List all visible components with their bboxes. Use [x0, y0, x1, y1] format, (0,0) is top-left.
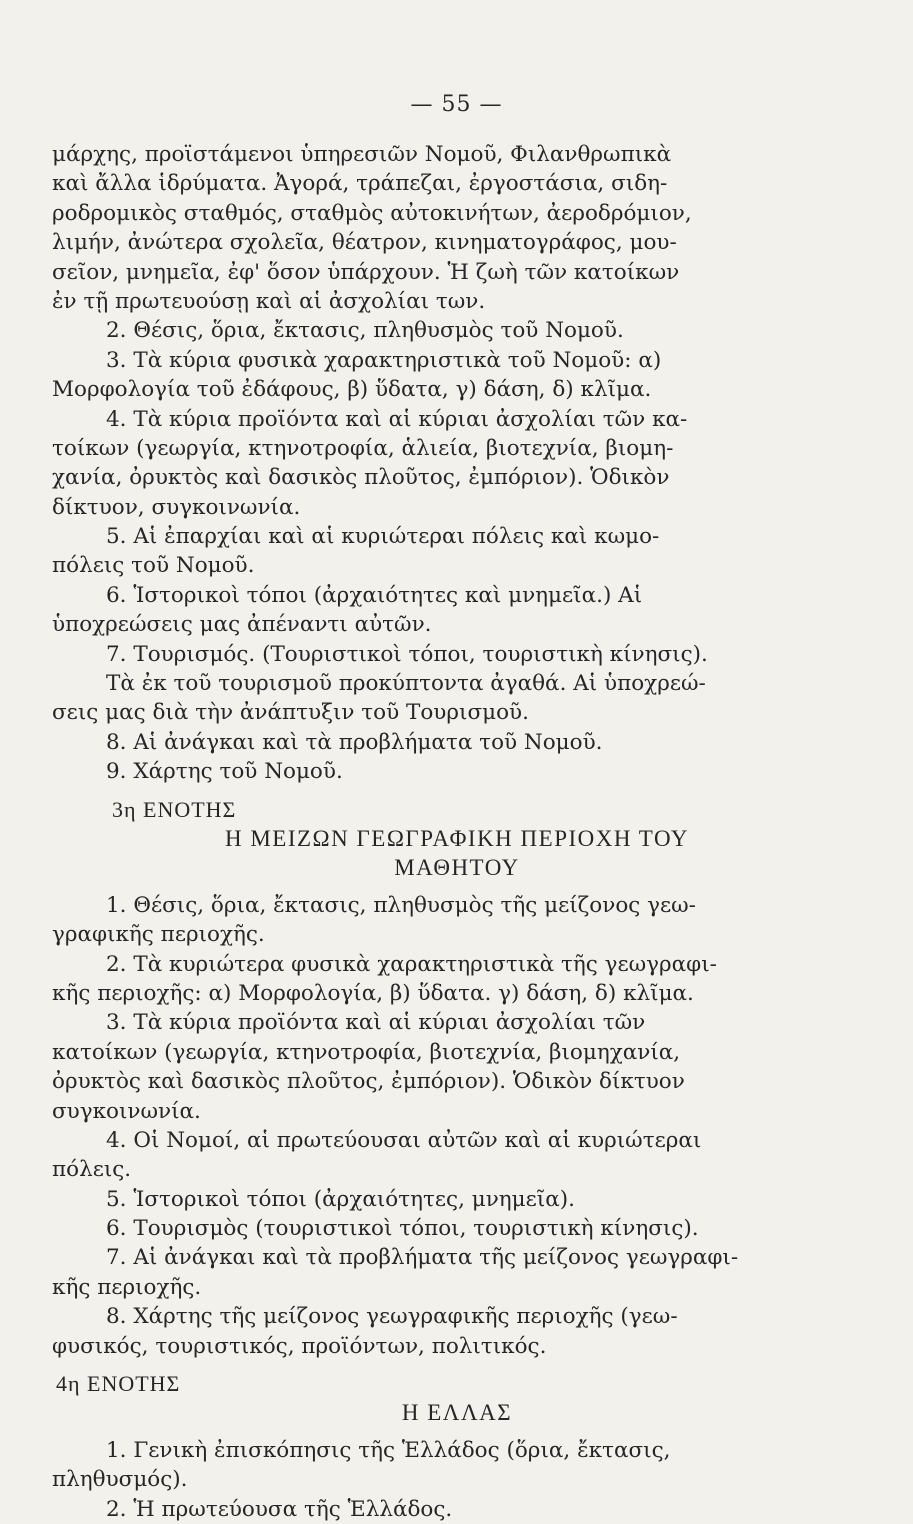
list-item: 2. Θέσις, ὅρια, ἔκτασις, πληθυσμὸς τοῦ Νομοῦ. — [106, 318, 624, 344]
text-line: Μορφολογία τοῦ ἐδάφους, β) ὕδατα, γ) δάση, δ) κλῖμα. — [52, 377, 652, 403]
text-line: πληθυσμός). — [52, 1467, 188, 1493]
text-line: ὑποχρεώσεις μας ἀπέναντι αὐτῶν. — [52, 612, 432, 638]
list-item: 2. Τὰ κυριώτερα φυσικὰ χαρακτηριστικὰ τῆς γεωγραφι- — [106, 951, 717, 977]
text-line: μάρχης, προϊστάμενοι ὑπηρεσιῶν Νομοῦ, Φιλανθρωπικὰ — [52, 142, 672, 167]
list-item: 9. Χάρτης τοῦ Νομοῦ. — [106, 759, 343, 785]
list-item: 1. Θέσις, ὅρια, ἔκτασις, πληθυσμὸς τῆς μείζονος γεω- — [106, 892, 696, 918]
list-item: 5. Ἱστορικοὶ τόποι (ἀρχαιότητες, μνημεῖα). — [106, 1186, 575, 1212]
text-line: Τὰ ἐκ τοῦ τουρισμοῦ προκύπτοντα ἀγαθά. Αἱ ὑποχρεώ- — [106, 671, 706, 697]
text-line: ἐν τῇ πρωτευούσῃ καὶ αἱ ἀσχολίαι των. — [52, 288, 486, 314]
unit-4-title: Η ΕΛΛΑΣ — [401, 1400, 513, 1426]
text-line: τοίκων (γεωργία, κτηνοτροφία, ἁλιεία, βιοτεχνία, βιομη- — [52, 435, 674, 461]
list-item: 4. Οἱ Νομοί, αἱ πρωτεύουσαι αὐτῶν καὶ αἱ κυριώτεραι — [106, 1127, 702, 1153]
list-item: 5. Αἱ ἐπαρχίαι καὶ αἱ κυριώτεραι πόλεις καὶ κωμο- — [106, 524, 660, 550]
text-line: χανία, ὀρυκτὸς καὶ δασικὸς πλοῦτος, ἐμπόριον). Ὁδικὸν — [52, 465, 670, 491]
list-item: 7. Αἱ ἀνάγκαι καὶ τὰ προβλήματα τῆς μείζονος γεωγραφι- — [106, 1245, 739, 1271]
body-text — [52, 140, 862, 1524]
text-line: κατοίκων (γεωργία, κτηνοτροφία, βιοτεχνία, βιομηχανία, — [52, 1039, 681, 1065]
list-item: 2. Ἡ πρωτεύουσα τῆς Ἑλλάδος. — [106, 1496, 453, 1522]
unit-3-title: Η ΜΕΙΖΩΝ ΓΕΩΓΡΑΦΙΚΗ ΠΕΡΙΟΧΗ ΤΟΥ — [224, 825, 690, 851]
text-line: φυσικός, τουριστικός, προϊόντων, πολιτικός. — [52, 1333, 547, 1359]
text-line: κῆς περιοχῆς. — [52, 1274, 202, 1300]
list-item: 6. Ἱστορικοὶ τόποι (ἀρχαιότητες καὶ μνημεῖα.) Αἱ — [106, 582, 643, 608]
unit-3-label: 3η ΕΝΟΤΗΣ — [112, 796, 237, 822]
text-line: κῆς περιοχῆς: α) Μορφολογία, β) ὕδατα. γ) δάση, δ) κλῖμα. — [52, 980, 694, 1006]
list-item: 8. Χάρτης τῆς μείζονος γεωγραφικῆς περιοχῆς (γεω- — [106, 1304, 678, 1330]
list-item: 6. Τουρισμὸς (τουριστικοὶ τόποι, τουριστικὴ κίνησις). — [106, 1216, 699, 1242]
text-line: ὀρυκτὸς καὶ δασικὸς πλοῦτος, ἐμπόριον). Ὁδικὸν δίκτυον — [52, 1069, 685, 1095]
text-line: γραφικῆς περιοχῆς. — [52, 922, 265, 948]
text-line: καὶ ἄλλα ἱδρύματα. Ἀγορά, τράπεζαι, ἐργοστάσια, σιδη- — [52, 171, 668, 197]
page-number: — 55 — — [410, 92, 503, 117]
text-line: σεις μας διὰ τὴν ἀνάπτυξιν τοῦ Τουρισμοῦ. — [52, 700, 529, 726]
text-line: πόλεις τοῦ Νομοῦ. — [52, 553, 255, 579]
unit-4-label: 4η ΕΝΟΤΗΣ — [56, 1371, 181, 1397]
unit-3-title-cont: ΜΑΘΗΤΟΥ — [394, 855, 520, 881]
text-line: λιμήν, ἀνώτερα σχολεῖα, θέατρον, κινηματογράφος, μου- — [52, 230, 677, 256]
list-item: 1. Γενικὴ ἐπισκόπησις τῆς Ἑλλάδος (ὅρια, ἔκτασις, — [106, 1437, 671, 1463]
text-line: συγκοινωνία. — [52, 1098, 201, 1124]
text-line: δίκτυον, συγκοινωνία. — [52, 494, 301, 520]
list-item: 4. Τὰ κύρια προϊόντα καὶ αἱ κύριαι ἀσχολίαι τῶν κα- — [106, 406, 688, 432]
text-line: πόλεις. — [52, 1157, 132, 1183]
list-item: 8. Αἱ ἀνάγκαι καὶ τὰ προβλήματα τοῦ Νομοῦ. — [106, 729, 603, 755]
text-line: ροδρομικὸς σταθμός, σταθμὸς αὐτοκινήτων, ἀεροδρόμιον, — [52, 200, 692, 226]
text-line: σεῖον, μνημεῖα, ἐφ' ὅσον ὑπάρχουν. Ἡ ζωὴ τῶν κατοίκων — [52, 259, 680, 285]
list-item: 7. Τουρισμός. (Τουριστικοὶ τόποι, τουριστικὴ κίνησις). — [106, 641, 708, 667]
list-item: 3. Τὰ κύρια προϊόντα καὶ αἱ κύριαι ἀσχολίαι τῶν — [106, 1010, 646, 1036]
list-item: 3. Τὰ κύρια φυσικὰ χαρακτηριστικὰ τοῦ Νομοῦ: α) — [106, 347, 662, 373]
